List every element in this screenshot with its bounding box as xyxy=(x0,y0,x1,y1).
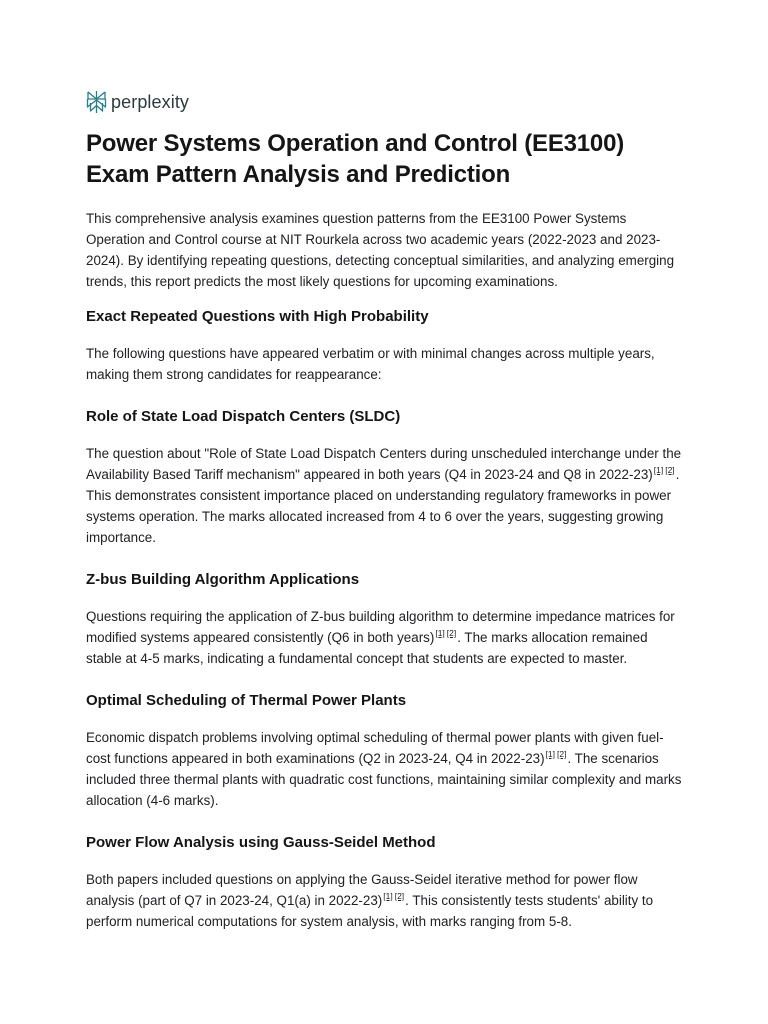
paragraph-text: . This consistently tests students' ability to perform numerical computations for system analysis, with marks ranging from 5-8. xyxy=(86,893,654,929)
paragraph-sldc xyxy=(86,443,686,548)
section-heading-exact-repeated: Exact Repeated Questions with High Probability xyxy=(86,308,429,325)
subsection-heading-zbus: Z-bus Building Algorithm Applications xyxy=(86,571,360,588)
citation-link[interactable]: [1] xyxy=(545,749,555,759)
perplexity-logo-icon xyxy=(86,90,107,114)
paragraph-gauss-seidel xyxy=(86,869,686,932)
paragraph-thermal xyxy=(86,727,686,811)
perplexity-logo[interactable] xyxy=(86,90,189,114)
citation-link[interactable]: [1] xyxy=(653,465,664,475)
section-paragraph-exact-repeated: The following questions have appeared verbatim or with minimal changes across multiple years, making them strong candidates for reappearance: xyxy=(86,346,655,382)
page-title: Power Systems Operation and Control (EE3100) Exam Pattern Analysis and Prediction xyxy=(86,130,625,188)
subsection-heading-sldc: Role of State Load Dispatch Centers (SLDC) xyxy=(86,408,401,425)
paragraph-text: The question about "Role of State Load Dispatch Centers during unscheduled interchange under the Availability Based Tariff mechanism" appeared in both years (Q4 in 2023-24 and Q8 in 2022-23) xyxy=(86,446,682,482)
paragraph-text: Economic dispatch problems involving optimal scheduling of thermal power plants with given fuel-cost functions appeared in both examinations (Q2 in 2023-24, Q4 in 2022-23) xyxy=(86,730,664,766)
logo-text: perplexity xyxy=(111,91,190,112)
citation-link[interactable]: [1] xyxy=(383,891,393,901)
citation-link[interactable]: [2] xyxy=(665,465,675,475)
paragraph-text: . This demonstrates consistent importance placed on understanding regulatory frameworks in power systems operation. The marks allocated increased from 4 to 6 over the years, suggesting growing importance. xyxy=(86,467,680,545)
subsection-heading-gauss-seidel: Power Flow Analysis using Gauss-Seidel Method xyxy=(86,834,436,851)
citation-link[interactable]: [2] xyxy=(557,749,567,759)
citation-link[interactable]: [2] xyxy=(446,628,457,638)
paragraph-text: . The scenarios included three thermal plants with quadratic cost functions, maintaining similar complexity and marks allocation (4-6 marks). xyxy=(86,751,682,808)
citation-link[interactable]: [1] xyxy=(435,628,445,638)
article-content xyxy=(86,128,686,948)
paragraph-text: Questions requiring the application of Z-bus building algorithm to determine impedance matrices for modified systems appeared consistently (Q6 in both years) xyxy=(86,609,675,645)
subsection-heading-thermal: Optimal Scheduling of Thermal Power Plants xyxy=(86,692,407,709)
citation-link[interactable]: [2] xyxy=(394,891,405,901)
paragraph-text: Both papers included questions on applying the Gauss-Seidel iterative method for power flow analysis (part of Q7 in 2023-24, Q1(a) in 2022-23) xyxy=(86,872,638,908)
intro-paragraph: This comprehensive analysis examines question patterns from the EE3100 Power Systems Operation and Control course at NIT Rourkela across two academic years (2022-2023 and 2023-2024). By identifying repeating questions, detecting conceptual similarities, and analyzing emerging trends, this report predicts the most likely questions for upcoming examinations. xyxy=(86,211,675,289)
paragraph-text: . The marks allocation remained stable at 4-5 marks, indicating a fundamental concept that students are expected to master. xyxy=(86,630,648,666)
paragraph-zbus xyxy=(86,606,686,669)
